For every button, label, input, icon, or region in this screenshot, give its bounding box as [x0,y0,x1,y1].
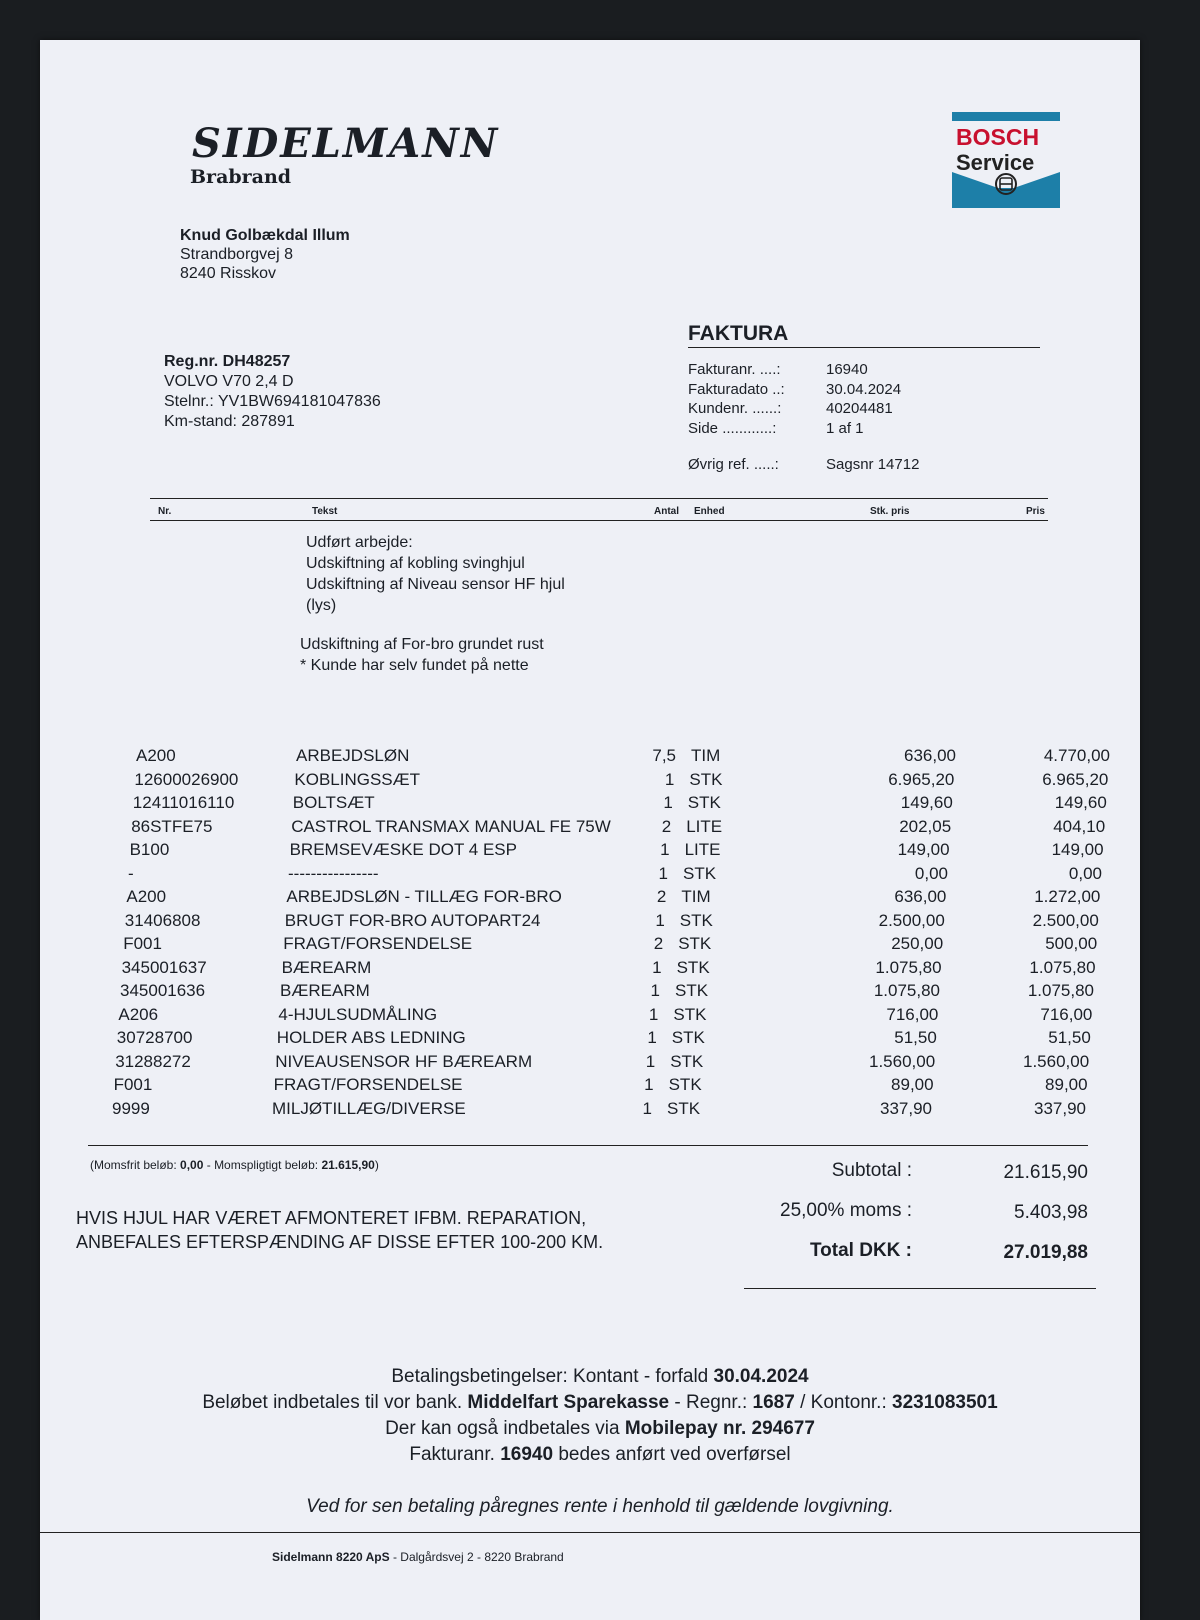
item-price: 89,00 [1045,1075,1088,1094]
item-qty: 1 [642,1098,652,1118]
item-unit-price: 51,50 [894,1028,937,1047]
work-description [306,532,565,616]
item-text: NIVEAUSENSOR HF BÆREARM [275,1051,533,1071]
vat-value: 5.403,98 [1014,1202,1088,1223]
work-description-2 [300,634,544,676]
item-nr: - [128,863,134,883]
regnr-value: 1687 [752,1392,795,1413]
item-price: 337,90 [1034,1098,1086,1118]
customer-name: Knud Golbækdal Illum [180,227,350,244]
invoice-paper [40,40,1140,1620]
item-price: 2.500,00 [1032,910,1099,930]
th-nr: Nr. [158,506,172,517]
table-row [112,1099,1092,1122]
th-enhed: Enhed [694,506,725,517]
table-row [123,934,1103,957]
item-price: 149,00 [1051,840,1104,859]
th-stk-pris: Stk. pris [870,506,910,517]
other-ref-label: Øvrig ref. .....: [688,456,779,473]
item-unit-price: 716,00 [886,1004,939,1024]
vat-taxable-amount: 21.615,90 [321,1158,375,1172]
item-price: 1.272,00 [1034,887,1101,906]
item-qty: 1 [650,981,660,1000]
item-unit: STK [679,910,713,930]
payment-mobilepay [80,1418,1120,1440]
footer-address: - Dalgårdsvej 2 - 8220 Brabrand [392,1550,564,1564]
bank-text: Beløbet indbetales til vor bank. [202,1392,463,1413]
meta-value: 1 af 1 [826,419,864,437]
item-text: FRAGT/FORSENDELSE [273,1075,463,1094]
meta-label: Fakturadato ..: [688,380,785,398]
work-line: Udskiftning af kobling svinghjul [306,555,525,572]
item-unit-price: 202,05 [899,816,952,836]
item-qty: 2 [661,816,672,836]
meta-value: 40204481 [826,400,893,417]
item-unit: LITE [686,816,723,836]
item-unit-price: 250,00 [891,934,944,953]
meta-label: Side ............: [688,419,777,437]
retighten-warning [76,1206,603,1254]
item-text: ---------------- [288,863,379,883]
item-price: 1.075,80 [1029,957,1096,977]
table-row [134,770,1114,793]
table-row [114,1075,1094,1098]
item-qty: 1 [644,1075,654,1094]
kontonr-value: 3231083501 [892,1392,998,1413]
warning-line: HVIS HJUL HAR VÆRET AFMONTERET IFBM. REPARATION, [76,1208,587,1228]
item-unit: STK [689,769,723,789]
item-qty: 1 [660,840,670,859]
item-nr: 12411016110 [132,793,235,812]
payment-terms-label: Betalingsbetingelser: Kontant - forfald [391,1366,709,1387]
item-unit: STK [683,863,717,883]
item-unit: STK [667,1098,701,1118]
total-label: Total DKK : [809,1240,912,1261]
table-row [117,1028,1097,1051]
payment-terms [80,1366,1120,1388]
item-price: 1.075,80 [1027,981,1094,1000]
total-rule [744,1288,1096,1289]
ref-text: bedes anført ved overførsel [558,1444,791,1465]
bosch-chevron-icon [952,172,1060,208]
item-qty: 7,5 [652,746,676,765]
invoice-meta [688,360,901,438]
customer-address [180,226,350,283]
logo-brand: BOSCH [956,124,1040,150]
mobilepay-text: Der kan også indbetales via [385,1418,620,1439]
item-price: 500,00 [1045,934,1098,953]
item-text: BREMSEVÆSKE DOT 4 ESP [289,840,517,859]
table-row [128,864,1108,887]
item-nr: 345001636 [120,981,206,1000]
th-pris: Pris [1026,506,1045,517]
item-nr: F001 [113,1075,153,1094]
company-city: Brabrand [190,166,292,188]
item-nr: F001 [123,934,162,953]
table-row [133,793,1113,816]
item-unit-price: 6.965,20 [888,769,955,789]
work-line: Udskiftning af For-bro grundet rust [300,636,544,653]
table-header-bottom-rule [150,520,1048,521]
item-nr: 12600026900 [134,769,239,789]
item-qty: 1 [664,769,675,789]
item-nr: 345001637 [121,957,207,977]
item-unit-price: 1.560,00 [869,1051,936,1071]
meta-value: 16940 [826,361,868,378]
item-price: 404,10 [1053,816,1106,836]
table-row [136,746,1116,769]
vehicle-km: Km-stand: 287891 [164,413,295,430]
meta-label: Fakturanr. ....: [688,361,781,378]
payment-bank [80,1392,1120,1414]
item-nr: A200 [136,746,176,765]
item-text: FRAGT/FORSENDELSE [283,934,473,953]
payment-reference [80,1444,1120,1466]
meta-value: 30.04.2024 [826,380,902,398]
item-qty: 1 [647,1028,657,1047]
item-price: 716,00 [1040,1004,1093,1024]
footer-company: Sidelmann 8220 ApS [272,1550,390,1564]
item-text: BÆREARM [280,981,370,1000]
item-text: BRUGT FOR-BRO AUTOPART24 [284,910,541,930]
regnr-label: - Regnr.: [674,1392,748,1413]
ref-label: Fakturanr. [409,1444,495,1465]
meta-label: Kundenr. ......: [688,400,782,417]
item-text: 4-HJULSUDMÅLING [278,1004,438,1024]
other-ref-value: Sagsnr 14712 [826,456,920,473]
warning-line: ANBEFALES EFTERSPÆNDING AF DISSE EFTER 100-200 KM. [76,1232,604,1252]
table-row [122,958,1102,981]
item-unit-price: 1.075,80 [875,957,942,977]
vat-note [90,1158,379,1172]
logo-top-bar [952,112,1060,121]
item-text: ARBEJDSLØN [296,746,410,765]
payment-due-date: 30.04.2024 [713,1366,809,1387]
item-price: 0,00 [1068,863,1102,883]
vehicle-reg: Reg.nr. DH48257 [164,353,291,370]
work-line: * Kunde har selv fundet på nette [300,657,529,674]
item-nr: 9999 [112,1098,150,1118]
company-name: SIDELMANN [192,120,500,167]
item-unit-price: 0,00 [914,863,948,883]
item-nr: A206 [118,1004,159,1024]
item-qty: 1 [655,910,665,930]
table-row [118,1005,1098,1028]
work-line: Udskiftning af Niveau sensor HF hjul [306,576,565,593]
item-unit: LITE [684,840,721,859]
item-unit: STK [671,1028,705,1047]
items-bottom-rule [88,1145,1088,1146]
bank-name: Middelfart Sparekasse [467,1392,670,1413]
item-unit-price: 636,00 [894,887,947,906]
item-text: BÆREARM [281,957,372,977]
footer-rule [40,1532,1140,1533]
item-unit-price: 2.500,00 [878,910,945,930]
item-unit: STK [668,1075,702,1094]
item-price: 4.770,00 [1043,746,1110,765]
item-text: HOLDER ABS LEDNING [276,1028,466,1047]
meta-row [688,419,901,439]
item-text: KOBLINGSSÆT [294,769,421,789]
vat-label: 25,00% moms : [780,1200,912,1221]
vehicle-vin: Stelnr.: YV1BW694181047836 [164,393,381,410]
meta-row [688,380,901,400]
item-text: CASTROL TRANSMAX MANUAL FE 75W [291,816,611,836]
item-unit-price: 149,60 [900,793,953,812]
item-text: ARBEJDSLØN - TILLÆG FOR-BRO [286,887,562,906]
item-unit-price: 149,00 [897,840,950,859]
item-qty: 2 [656,887,667,906]
item-price: 6.965,20 [1042,769,1109,789]
item-unit: STK [673,1004,707,1024]
item-text: MILJØTILLÆG/DIVERSE [272,1098,466,1118]
item-unit-price: 89,00 [891,1075,934,1094]
th-tekst: Tekst [312,506,338,517]
item-unit-price: 1.075,80 [873,981,940,1000]
item-qty: 1 [652,957,662,977]
subtotal-label: Subtotal : [831,1160,912,1181]
item-text: BOLTSÆT [292,793,375,812]
other-reference [688,456,919,473]
table-row [120,981,1100,1004]
footer [272,1550,564,1564]
bosch-service-logo [952,112,1060,210]
item-nr: A200 [126,887,167,906]
work-line: Udført arbejde: [306,534,413,551]
ref-invoice-number: 16940 [500,1444,554,1465]
invoice-title-rule [688,347,1040,348]
table-row [131,817,1111,840]
customer-city: 8240 Risskov [180,265,277,282]
item-unit-price: 636,00 [904,746,956,765]
invoice-title: FAKTURA [688,322,789,345]
kontonr-label: / Kontonr.: [800,1392,887,1413]
table-row [126,887,1106,910]
item-unit: TIM [681,887,711,906]
meta-row [688,360,901,380]
total-value: 27.019,88 [1003,1242,1088,1263]
th-antal: Antal [654,506,679,517]
item-price: 149,60 [1054,793,1107,812]
item-unit: STK [676,957,710,977]
item-qty: 2 [653,934,664,953]
customer-street: Strandborgvej 8 [180,246,293,263]
item-unit: STK [687,793,721,812]
late-payment-note: Ved for sen betaling påregnes rente i henhold til gældende lovgivning. [306,1496,894,1517]
logo-service: Service [956,150,1035,175]
item-nr: B100 [129,840,170,859]
meta-row [688,399,901,419]
item-nr: 86STFE75 [131,816,213,836]
subtotal-value: 21.615,90 [1003,1162,1088,1183]
table-row [115,1052,1095,1075]
item-price: 1.560,00 [1023,1051,1090,1071]
item-unit: TIM [691,746,721,765]
work-line: (lys) [306,597,337,614]
item-qty: 1 [645,1051,656,1071]
table-row [125,911,1105,934]
vat-free-amount: 0,00 [180,1158,204,1172]
item-unit: STK [670,1051,704,1071]
item-unit-price: 337,90 [880,1098,932,1118]
vehicle-info [164,352,381,432]
item-unit: STK [678,934,712,953]
vat-note-prefix: (Momsfrit beløb: [90,1158,177,1172]
table-row [130,840,1110,863]
item-qty: 1 [648,1004,659,1024]
item-nr: 30728700 [116,1028,193,1047]
item-unit: STK [675,981,709,1000]
item-price: 51,50 [1048,1028,1091,1047]
item-nr: 31406808 [124,910,201,930]
mobilepay-number: Mobilepay nr. 294677 [624,1418,815,1439]
item-nr: 31288272 [115,1051,191,1071]
table-header-top-rule [150,498,1048,499]
vehicle-model: VOLVO V70 2,4 D [164,373,294,390]
item-qty: 1 [658,863,668,883]
vat-note-suffix: ) [374,1158,379,1172]
item-qty: 1 [663,793,673,812]
vat-note-mid: - Momspligtigt beløb: [206,1158,319,1172]
